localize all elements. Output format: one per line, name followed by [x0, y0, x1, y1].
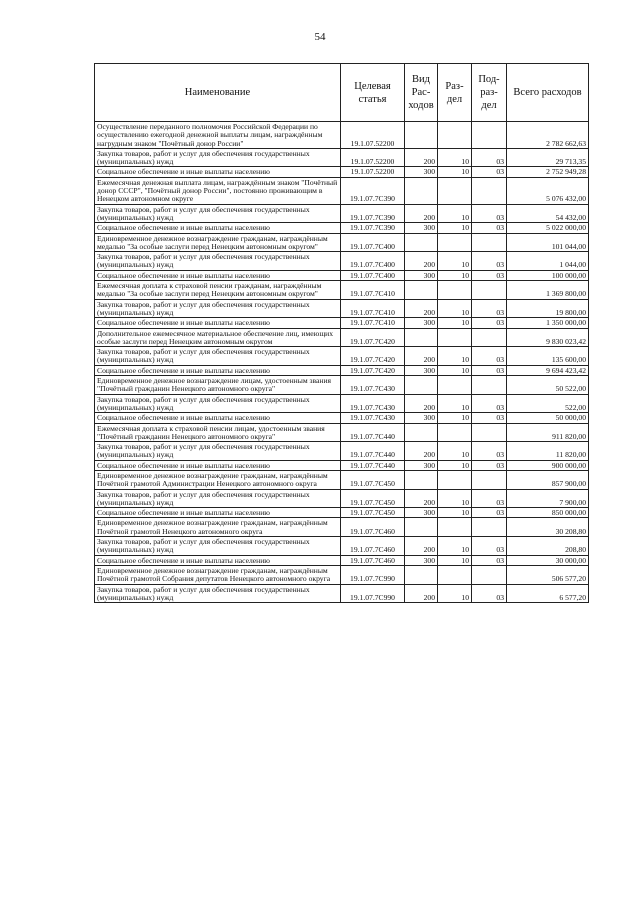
cell-vid: 200 [405, 442, 438, 461]
cell-name: Социальное обеспечение и иные выплаты населению [95, 508, 341, 518]
cell-razdel [438, 423, 472, 442]
cell-target: 19.1.07.7С990 [341, 565, 405, 584]
cell-podrazdel: 03 [472, 489, 507, 508]
table-row [95, 148, 589, 167]
cell-total: 857 900,00 [507, 470, 589, 489]
cell-razdel: 10 [438, 270, 472, 280]
table-row [95, 252, 589, 271]
cell-total: 208,80 [507, 537, 589, 556]
cell-total: 19 800,00 [507, 299, 589, 318]
cell-target: 19.1.07.52200 [341, 148, 405, 167]
table-row [95, 223, 589, 233]
cell-name: Закупка товаров, работ и услуг для обеспечения государственных (муниципальных) нужд [95, 537, 341, 556]
cell-name: Социальное обеспечение и иные выплаты населению [95, 555, 341, 565]
cell-razdel: 10 [438, 508, 472, 518]
cell-razdel: 10 [438, 442, 472, 461]
cell-target: 19.1.07.7С390 [341, 223, 405, 233]
cell-razdel [438, 565, 472, 584]
cell-podrazdel: 03 [472, 318, 507, 328]
cell-target: 19.1.07.7С410 [341, 281, 405, 300]
cell-target: 19.1.07.7С390 [341, 204, 405, 223]
cell-razdel: 10 [438, 584, 472, 603]
cell-razdel: 10 [438, 365, 472, 375]
cell-name: Закупка товаров, работ и услуг для обеспечения государственных (муниципальных) нужд [95, 347, 341, 366]
cell-total: 50 000,00 [507, 413, 589, 423]
cell-total: 50 522,00 [507, 376, 589, 395]
cell-total: 11 820,00 [507, 442, 589, 461]
cell-razdel: 10 [438, 537, 472, 556]
cell-target: 19.1.07.52200 [341, 167, 405, 177]
cell-razdel: 10 [438, 223, 472, 233]
cell-vid [405, 281, 438, 300]
table-row [95, 565, 589, 584]
cell-name: Осуществление переданного полномочия Российской Федерации по осуществлению ежегодной денежной выплаты лицам, награждённым нагрудным знаком "Почётный донор России" [95, 122, 341, 149]
table-row [95, 204, 589, 223]
cell-podrazdel: 03 [472, 148, 507, 167]
cell-vid [405, 423, 438, 442]
cell-name: Единовременное денежное вознаграждение гражданам, награждённым Почётной грамотой Администрации Ненецкого автономного округа [95, 470, 341, 489]
cell-podrazdel: 03 [472, 270, 507, 280]
table-row [95, 299, 589, 318]
cell-target: 19.1.07.7С460 [341, 537, 405, 556]
cell-total: 1 044,00 [507, 252, 589, 271]
cell-target: 19.1.07.7С430 [341, 394, 405, 413]
cell-vid: 200 [405, 489, 438, 508]
cell-vid: 300 [405, 413, 438, 423]
cell-razdel [438, 122, 472, 149]
cell-razdel [438, 177, 472, 204]
cell-podrazdel [472, 177, 507, 204]
table-row [95, 518, 589, 537]
table-row [95, 177, 589, 204]
cell-vid [405, 233, 438, 252]
cell-target: 19.1.07.7С450 [341, 489, 405, 508]
cell-name: Ежемесячная денежная выплата лицам, награждённым знаком "Почётный донор СССР", "Почётный донор России", постоянно проживающим в Ненецком автономном округе [95, 177, 341, 204]
table-row [95, 423, 589, 442]
cell-name: Социальное обеспечение и иные выплаты населению [95, 365, 341, 375]
cell-razdel [438, 328, 472, 347]
cell-total: 2 782 662,63 [507, 122, 589, 149]
table-row [95, 233, 589, 252]
cell-podrazdel [472, 518, 507, 537]
table-row [95, 270, 589, 280]
cell-name: Дополнительное ежемесячное материальное обеспечение лиц, имеющих особые заслуги перед Ненецким автономным округом [95, 328, 341, 347]
cell-target: 19.1.07.7С400 [341, 270, 405, 280]
cell-podrazdel: 03 [472, 394, 507, 413]
table-row [95, 460, 589, 470]
cell-total: 1 369 800,00 [507, 281, 589, 300]
budget-table [94, 63, 589, 603]
cell-target: 19.1.07.52200 [341, 122, 405, 149]
cell-razdel [438, 518, 472, 537]
table-row [95, 413, 589, 423]
cell-vid: 300 [405, 555, 438, 565]
cell-razdel: 10 [438, 204, 472, 223]
cell-total: 5 022 000,00 [507, 223, 589, 233]
cell-name: Ежемесячная доплата к страховой пенсии гражданам, награждённым медалью "За особые заслуги перед Ненецким автономным округом" [95, 281, 341, 300]
table-row [95, 489, 589, 508]
cell-name: Закупка товаров, работ и услуг для обеспечения государственных (муниципальных) нужд [95, 252, 341, 271]
cell-razdel: 10 [438, 299, 472, 318]
cell-vid: 200 [405, 347, 438, 366]
header-vid: Вид Рас-ходов [405, 64, 438, 122]
cell-target: 19.1.07.7С440 [341, 442, 405, 461]
cell-target: 19.1.07.7С420 [341, 328, 405, 347]
cell-total: 9 830 023,42 [507, 328, 589, 347]
cell-target: 19.1.07.7С390 [341, 177, 405, 204]
cell-total: 1 350 000,00 [507, 318, 589, 328]
cell-total: 9 694 423,42 [507, 365, 589, 375]
table-row [95, 442, 589, 461]
cell-razdel [438, 281, 472, 300]
table-row [95, 122, 589, 149]
cell-name: Закупка товаров, работ и услуг для обеспечения государственных (муниципальных) нужд [95, 148, 341, 167]
cell-target: 19.1.07.7С400 [341, 252, 405, 271]
cell-vid [405, 565, 438, 584]
cell-vid: 200 [405, 584, 438, 603]
table-row [95, 584, 589, 603]
cell-target: 19.1.07.7С440 [341, 423, 405, 442]
table-body [95, 122, 589, 603]
table-row [95, 167, 589, 177]
cell-vid: 300 [405, 318, 438, 328]
cell-podrazdel [472, 470, 507, 489]
cell-name: Единовременное денежное вознаграждение гражданам, награждённым Почётной грамотой Ненецкого автономного округа [95, 518, 341, 537]
cell-razdel: 10 [438, 252, 472, 271]
table-header-row [95, 64, 589, 122]
cell-razdel [438, 233, 472, 252]
cell-target: 19.1.07.7С440 [341, 460, 405, 470]
table-row [95, 508, 589, 518]
cell-target: 19.1.07.7С410 [341, 318, 405, 328]
cell-podrazdel: 03 [472, 508, 507, 518]
cell-total: 2 752 949,28 [507, 167, 589, 177]
cell-total: 6 577,20 [507, 584, 589, 603]
cell-target: 19.1.07.7С420 [341, 365, 405, 375]
cell-total: 29 713,35 [507, 148, 589, 167]
header-podrazdel: Под-раз-дел [472, 64, 507, 122]
cell-vid: 200 [405, 148, 438, 167]
cell-total: 506 577,20 [507, 565, 589, 584]
cell-name: Социальное обеспечение и иные выплаты населению [95, 270, 341, 280]
table-row [95, 555, 589, 565]
cell-podrazdel: 03 [472, 537, 507, 556]
cell-razdel: 10 [438, 167, 472, 177]
cell-name: Закупка товаров, работ и услуг для обеспечения государственных (муниципальных) нужд [95, 299, 341, 318]
cell-podrazdel: 03 [472, 299, 507, 318]
cell-target: 19.1.07.7С420 [341, 347, 405, 366]
cell-target: 19.1.07.7С400 [341, 233, 405, 252]
cell-total: 850 000,00 [507, 508, 589, 518]
cell-vid: 300 [405, 270, 438, 280]
cell-target: 19.1.07.7С430 [341, 376, 405, 395]
cell-vid: 300 [405, 508, 438, 518]
cell-razdel [438, 470, 472, 489]
cell-total: 100 000,00 [507, 270, 589, 280]
header-name: Наименование [95, 64, 341, 122]
cell-name: Ежемесячная доплата к страховой пенсии лицам, удостоенным звания "Почётный гражданин Ненецкого автономного округа" [95, 423, 341, 442]
table-row [95, 394, 589, 413]
cell-razdel: 10 [438, 489, 472, 508]
cell-total: 911 820,00 [507, 423, 589, 442]
cell-name: Закупка товаров, работ и услуг для обеспечения государственных (муниципальных) нужд [95, 584, 341, 603]
cell-vid: 300 [405, 167, 438, 177]
cell-razdel: 10 [438, 413, 472, 423]
cell-vid: 200 [405, 252, 438, 271]
cell-total: 900 000,00 [507, 460, 589, 470]
cell-name: Единовременное денежное вознаграждение гражданам, награждённым медалью "За особые заслуги перед Ненецким автономным округом" [95, 233, 341, 252]
cell-vid [405, 328, 438, 347]
cell-target: 19.1.07.7С450 [341, 508, 405, 518]
cell-razdel: 10 [438, 460, 472, 470]
cell-total: 30 208,80 [507, 518, 589, 537]
cell-vid [405, 470, 438, 489]
cell-target: 19.1.07.7С450 [341, 470, 405, 489]
cell-podrazdel: 03 [472, 413, 507, 423]
cell-podrazdel: 03 [472, 584, 507, 603]
cell-target: 19.1.07.7С430 [341, 413, 405, 423]
cell-razdel [438, 376, 472, 395]
cell-name: Закупка товаров, работ и услуг для обеспечения государственных (муниципальных) нужд [95, 442, 341, 461]
cell-name: Социальное обеспечение и иные выплаты населению [95, 413, 341, 423]
cell-podrazdel [472, 565, 507, 584]
table-row [95, 365, 589, 375]
page-number: 54 [314, 31, 326, 43]
cell-vid: 300 [405, 460, 438, 470]
cell-podrazdel: 03 [472, 167, 507, 177]
cell-total: 101 044,00 [507, 233, 589, 252]
header-total: Всего расходов [507, 64, 589, 122]
table-row [95, 281, 589, 300]
cell-podrazdel [472, 328, 507, 347]
table-row [95, 376, 589, 395]
cell-podrazdel [472, 122, 507, 149]
header-target: Целевая статья [341, 64, 405, 122]
cell-podrazdel [472, 376, 507, 395]
cell-name: Социальное обеспечение и иные выплаты населению [95, 167, 341, 177]
cell-podrazdel: 03 [472, 460, 507, 470]
cell-name: Закупка товаров, работ и услуг для обеспечения государственных (муниципальных) нужд [95, 394, 341, 413]
cell-vid [405, 122, 438, 149]
table-row [95, 347, 589, 366]
cell-podrazdel [472, 423, 507, 442]
cell-target: 19.1.07.7С460 [341, 555, 405, 565]
cell-name: Социальное обеспечение и иные выплаты населению [95, 318, 341, 328]
cell-target: 19.1.07.7С990 [341, 584, 405, 603]
cell-podrazdel: 03 [472, 347, 507, 366]
cell-razdel: 10 [438, 318, 472, 328]
cell-name: Единовременное денежное вознаграждение лицам, удостоенным звания "Почётный гражданин Ненецкого автономного округа" [95, 376, 341, 395]
cell-podrazdel: 03 [472, 442, 507, 461]
cell-podrazdel: 03 [472, 365, 507, 375]
cell-razdel: 10 [438, 394, 472, 413]
cell-total: 135 600,00 [507, 347, 589, 366]
table-row [95, 537, 589, 556]
cell-razdel: 10 [438, 148, 472, 167]
cell-name: Закупка товаров, работ и услуг для обеспечения государственных (муниципальных) нужд [95, 489, 341, 508]
table-row [95, 328, 589, 347]
table-row [95, 470, 589, 489]
cell-target: 19.1.07.7С410 [341, 299, 405, 318]
cell-name: Закупка товаров, работ и услуг для обеспечения государственных (муниципальных) нужд [95, 204, 341, 223]
table-row [95, 318, 589, 328]
cell-podrazdel: 03 [472, 204, 507, 223]
cell-name: Единовременное денежное вознаграждение гражданам, награждённым Почётной грамотой Собрания депутатов Ненецкого автономного округа [95, 565, 341, 584]
cell-total: 7 900,00 [507, 489, 589, 508]
cell-name: Социальное обеспечение и иные выплаты населению [95, 223, 341, 233]
cell-vid: 200 [405, 299, 438, 318]
cell-name: Социальное обеспечение и иные выплаты населению [95, 460, 341, 470]
cell-podrazdel [472, 233, 507, 252]
cell-razdel: 10 [438, 555, 472, 565]
cell-vid: 300 [405, 223, 438, 233]
cell-vid [405, 518, 438, 537]
cell-vid [405, 177, 438, 204]
cell-total: 30 000,00 [507, 555, 589, 565]
cell-vid [405, 376, 438, 395]
cell-podrazdel: 03 [472, 252, 507, 271]
cell-vid: 300 [405, 365, 438, 375]
cell-total: 54 432,00 [507, 204, 589, 223]
cell-vid: 200 [405, 204, 438, 223]
header-razdel: Раз-дел [438, 64, 472, 122]
cell-podrazdel: 03 [472, 223, 507, 233]
cell-total: 5 076 432,00 [507, 177, 589, 204]
cell-total: 522,00 [507, 394, 589, 413]
cell-razdel: 10 [438, 347, 472, 366]
cell-vid: 200 [405, 537, 438, 556]
cell-vid: 200 [405, 394, 438, 413]
cell-podrazdel [472, 281, 507, 300]
cell-podrazdel: 03 [472, 555, 507, 565]
cell-target: 19.1.07.7С460 [341, 518, 405, 537]
